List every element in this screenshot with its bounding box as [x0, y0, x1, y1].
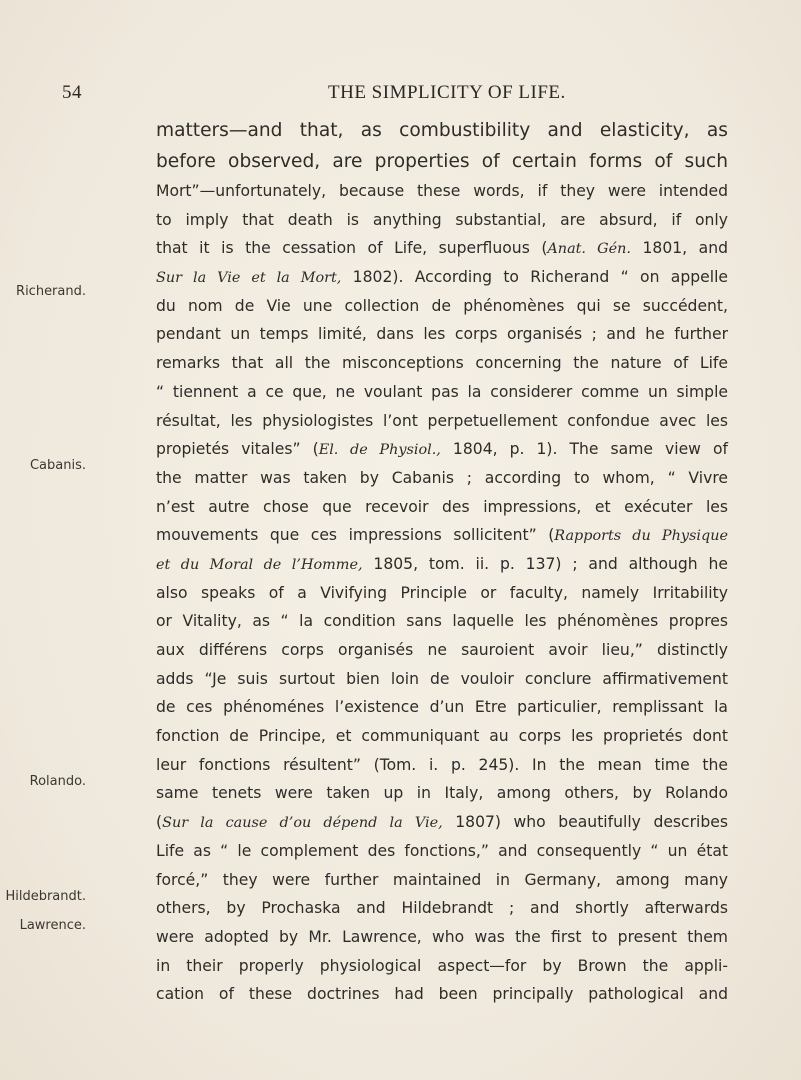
text-segment: 1802). According to Richerand “ on appelle: [341, 268, 728, 287]
margin-note-hildebrandt: Hildebrandt.: [5, 889, 86, 904]
text-line: résultat, les physiologistes l’ont perpetuellement confondue avec les: [156, 411, 728, 430]
text-line: aux différens corps organisés ne sauroient avoir lieu,” distinctly: [156, 641, 728, 659]
text-line: remarks that all the misconceptions concerning the nature of Life: [156, 354, 728, 373]
text-line: also speaks of a Vivifying Principle or faculty, namely Irritability: [156, 583, 728, 602]
text-segment: 1804, p. 1). The same view of: [440, 440, 728, 459]
text-segment: that it is the cessation of Life, superfluous (: [156, 239, 548, 258]
running-head: THE SIMPLICITY OF LIFE.: [328, 82, 566, 103]
text-line: to imply that death is anything substantial, are absurd, if only: [156, 210, 728, 229]
text-line: leur fonctions résultent” (Tom. i. p. 245). In the mean time the: [156, 755, 728, 774]
text-line: pendant un temps limité, dans les corps organisés ; and he further: [156, 325, 728, 344]
citation-italic: Anat. Gén.: [547, 241, 631, 258]
text-line: matters—and that, as combustibility and elasticity, as: [156, 120, 728, 141]
citation-italic: Rapports du Physique: [554, 528, 728, 545]
text-segment: mouvements que ces impressions sollicitent” (: [156, 526, 555, 545]
text-segment: (: [156, 813, 163, 832]
text-segment: propietés vitales” (: [156, 440, 319, 459]
text-segment: 1805, tom. ii. p. 137) ; and although he: [362, 554, 728, 573]
text-line: before observed, are properties of certain forms of such: [156, 150, 728, 172]
text-line: others, by Prochaska and Hildebrandt ; and shortly afterwards: [156, 899, 728, 918]
body-text: [156, 116, 728, 1009]
margin-note-cabanis: Cabanis.: [29, 458, 86, 473]
text-line: [156, 521, 728, 550]
text-segment: 1807) who beautifully describes: [442, 813, 728, 832]
text-line: n’est autre chose que recevoir des impressions, et exécuter les: [156, 497, 728, 516]
text-line: “ tiennent a ce que, ne voulant pas la considerer comme un simple: [156, 382, 728, 401]
text-line: same tenets were taken up in Italy, among others, by Rolando: [156, 784, 728, 803]
citation-italic: Sur la cause d’ou dépend la Vie,: [162, 815, 443, 832]
text-segment: 1801, and: [630, 239, 728, 258]
text-line: [156, 263, 728, 292]
text-line: [156, 808, 728, 837]
citation-italic: Sur la Vie et la Mort,: [156, 270, 342, 287]
text-line: cation of these doctrines had been principally pathological and: [156, 985, 728, 1004]
margin-note-rolando: Rolando.: [29, 774, 86, 789]
text-line: were adopted by Mr. Lawrence, who was the first to present them: [156, 927, 728, 946]
text-line: Mort”—unfortunately, because these words, if they were intended: [156, 182, 728, 200]
text-line: the matter was taken by Cabanis ; according to whom, “ Vivre: [156, 468, 728, 487]
text-line: Life as “ le complement des fonctions,” and consequently “ un état: [156, 841, 728, 860]
text-line: de ces phénoménes l’existence d’un Etre particulier, remplissant la: [156, 698, 728, 717]
margin-note-richerand: Richerand.: [16, 284, 86, 299]
text-line: [156, 435, 728, 464]
text-line: adds “Je suis surtout bien loin de vouloir conclure affirmativement: [156, 669, 728, 688]
text-line: du nom de Vie une collection de phénomènes qui se succédent,: [156, 296, 728, 315]
text-line: forcé,” they were further maintained in Germany, among many: [156, 870, 728, 889]
text-line: in their properly physiological aspect—for by Brown the appli-: [156, 956, 728, 975]
text-line: [156, 234, 728, 263]
page-number: 54: [62, 82, 82, 103]
citation-italic: El. de Physiol.,: [318, 442, 441, 459]
margin-note-lawrence: Lawrence.: [19, 918, 86, 933]
page-header: [0, 82, 801, 106]
citation-italic: et du Moral de l’Homme,: [156, 556, 363, 573]
text-line: fonction de Principe, et communiquant au corps les proprietés dont: [156, 727, 728, 746]
text-line: or Vitality, as “ la condition sans laquelle les phénomènes propres: [156, 612, 728, 631]
text-line: [156, 550, 728, 579]
